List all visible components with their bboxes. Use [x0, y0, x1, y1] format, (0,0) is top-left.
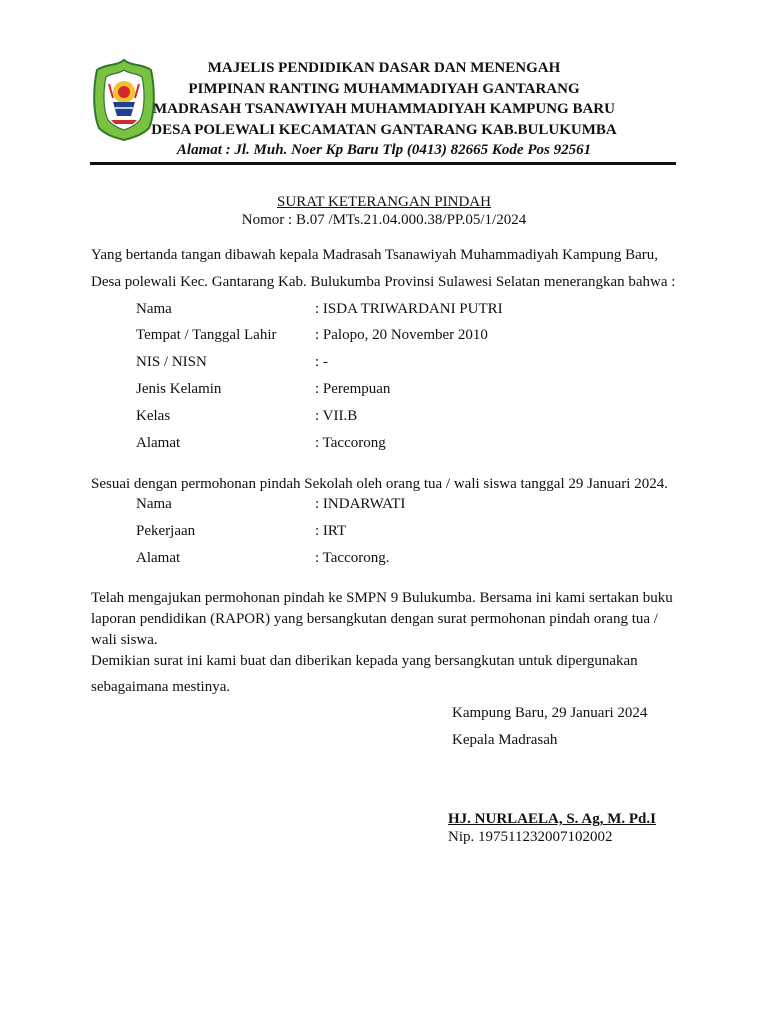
closing-p2-line-1: Demikian surat ini kami buat dan diberikan kepada yang bersangkutan untuk dipergunakan — [91, 653, 638, 669]
student-label-gender: Jenis Kelamin — [136, 381, 222, 397]
student-value-nis: : - — [315, 354, 328, 370]
student-label-nis: NIS / NISN — [136, 354, 207, 370]
parent-label-nama: Nama — [136, 496, 172, 512]
letterhead-line-2: PIMPINAN RANTING MUHAMMADIYAH GANTARANG — [188, 81, 580, 97]
parent-label-pekerjaan: Pekerjaan — [136, 523, 196, 539]
student-label-nama: Nama — [136, 301, 172, 317]
letterhead-line-4: DESA POLEWALI KECAMATAN GANTARANG KAB.BULUKUMBA — [151, 122, 617, 138]
closing-p1-line-2: laporan pendidikan (RAPOR) yang bersangkutan dengan surat permohonan pindah orang tua / — [91, 611, 658, 627]
parent-value-alamat: : Taccorong. — [315, 550, 390, 566]
letterhead-address: Alamat : Jl. Muh. Noer Kp Baru Tlp (0413) 82665 Kode Pos 92561 — [176, 142, 592, 158]
student-value-kelas: : VII.B — [315, 408, 358, 424]
student-label-kelas: Kelas — [136, 408, 171, 424]
closing-p1-line-3: wali siswa. — [91, 632, 158, 648]
letter-number: Nomor : B.07 /MTs.21.04.000.38/PP.05/1/2024 — [241, 212, 527, 228]
parent-label-alamat: Alamat — [136, 550, 181, 566]
letterhead-line-3: MADRASAH TSANAWIYAH MUHAMMADIYAH KAMPUNG BARU — [153, 101, 615, 117]
signature-nip: Nip. 197511232007102002 — [448, 829, 613, 845]
parent-value-nama: : INDARWATI — [315, 496, 406, 512]
request-line: Sesuai dengan permohonan pindah Sekolah oleh orang tua / wali siswa tanggal 29 Januari 2024. — [91, 476, 668, 492]
letterhead-divider — [90, 162, 676, 165]
student-value-nama: : ISDA TRIWARDANI PUTRI — [315, 301, 503, 317]
student-label-ttl: Tempat / Tanggal Lahir — [136, 327, 277, 343]
letter-title: SURAT KETERANGAN PINDAH — [277, 194, 491, 210]
intro-line-1: Yang bertanda tangan dibawah kepala Madrasah Tsanawiyah Muhammadiyah Kampung Baru, — [91, 247, 658, 263]
letterhead-line-1: MAJELIS PENDIDIKAN DASAR DAN MENENGAH — [207, 60, 561, 76]
student-value-alamat: : Taccorong — [315, 435, 386, 451]
closing-p2-line-2: sebagaimana mestinya. — [91, 679, 231, 695]
intro-line-2: Desa polewali Kec. Gantarang Kab. Bulukumba Provinsi Sulawesi Selatan menerangkan bahwa : — [91, 274, 676, 290]
parent-value-pekerjaan: : IRT — [315, 523, 347, 539]
signature-name: HJ. NURLAELA, S. Ag, M. Pd.I — [448, 811, 656, 827]
student-value-gender: : Perempuan — [315, 381, 391, 397]
student-value-ttl: : Palopo, 20 November 2010 — [315, 327, 488, 343]
closing-p1-line-1: Telah mengajukan permohonan pindah ke SMPN 9 Bulukumba. Bersama ini kami sertakan buku — [91, 590, 673, 606]
signature-position: Kepala Madrasah — [452, 732, 558, 748]
student-label-alamat: Alamat — [136, 435, 181, 451]
signature-place-date: Kampung Baru, 29 Januari 2024 — [452, 705, 648, 721]
